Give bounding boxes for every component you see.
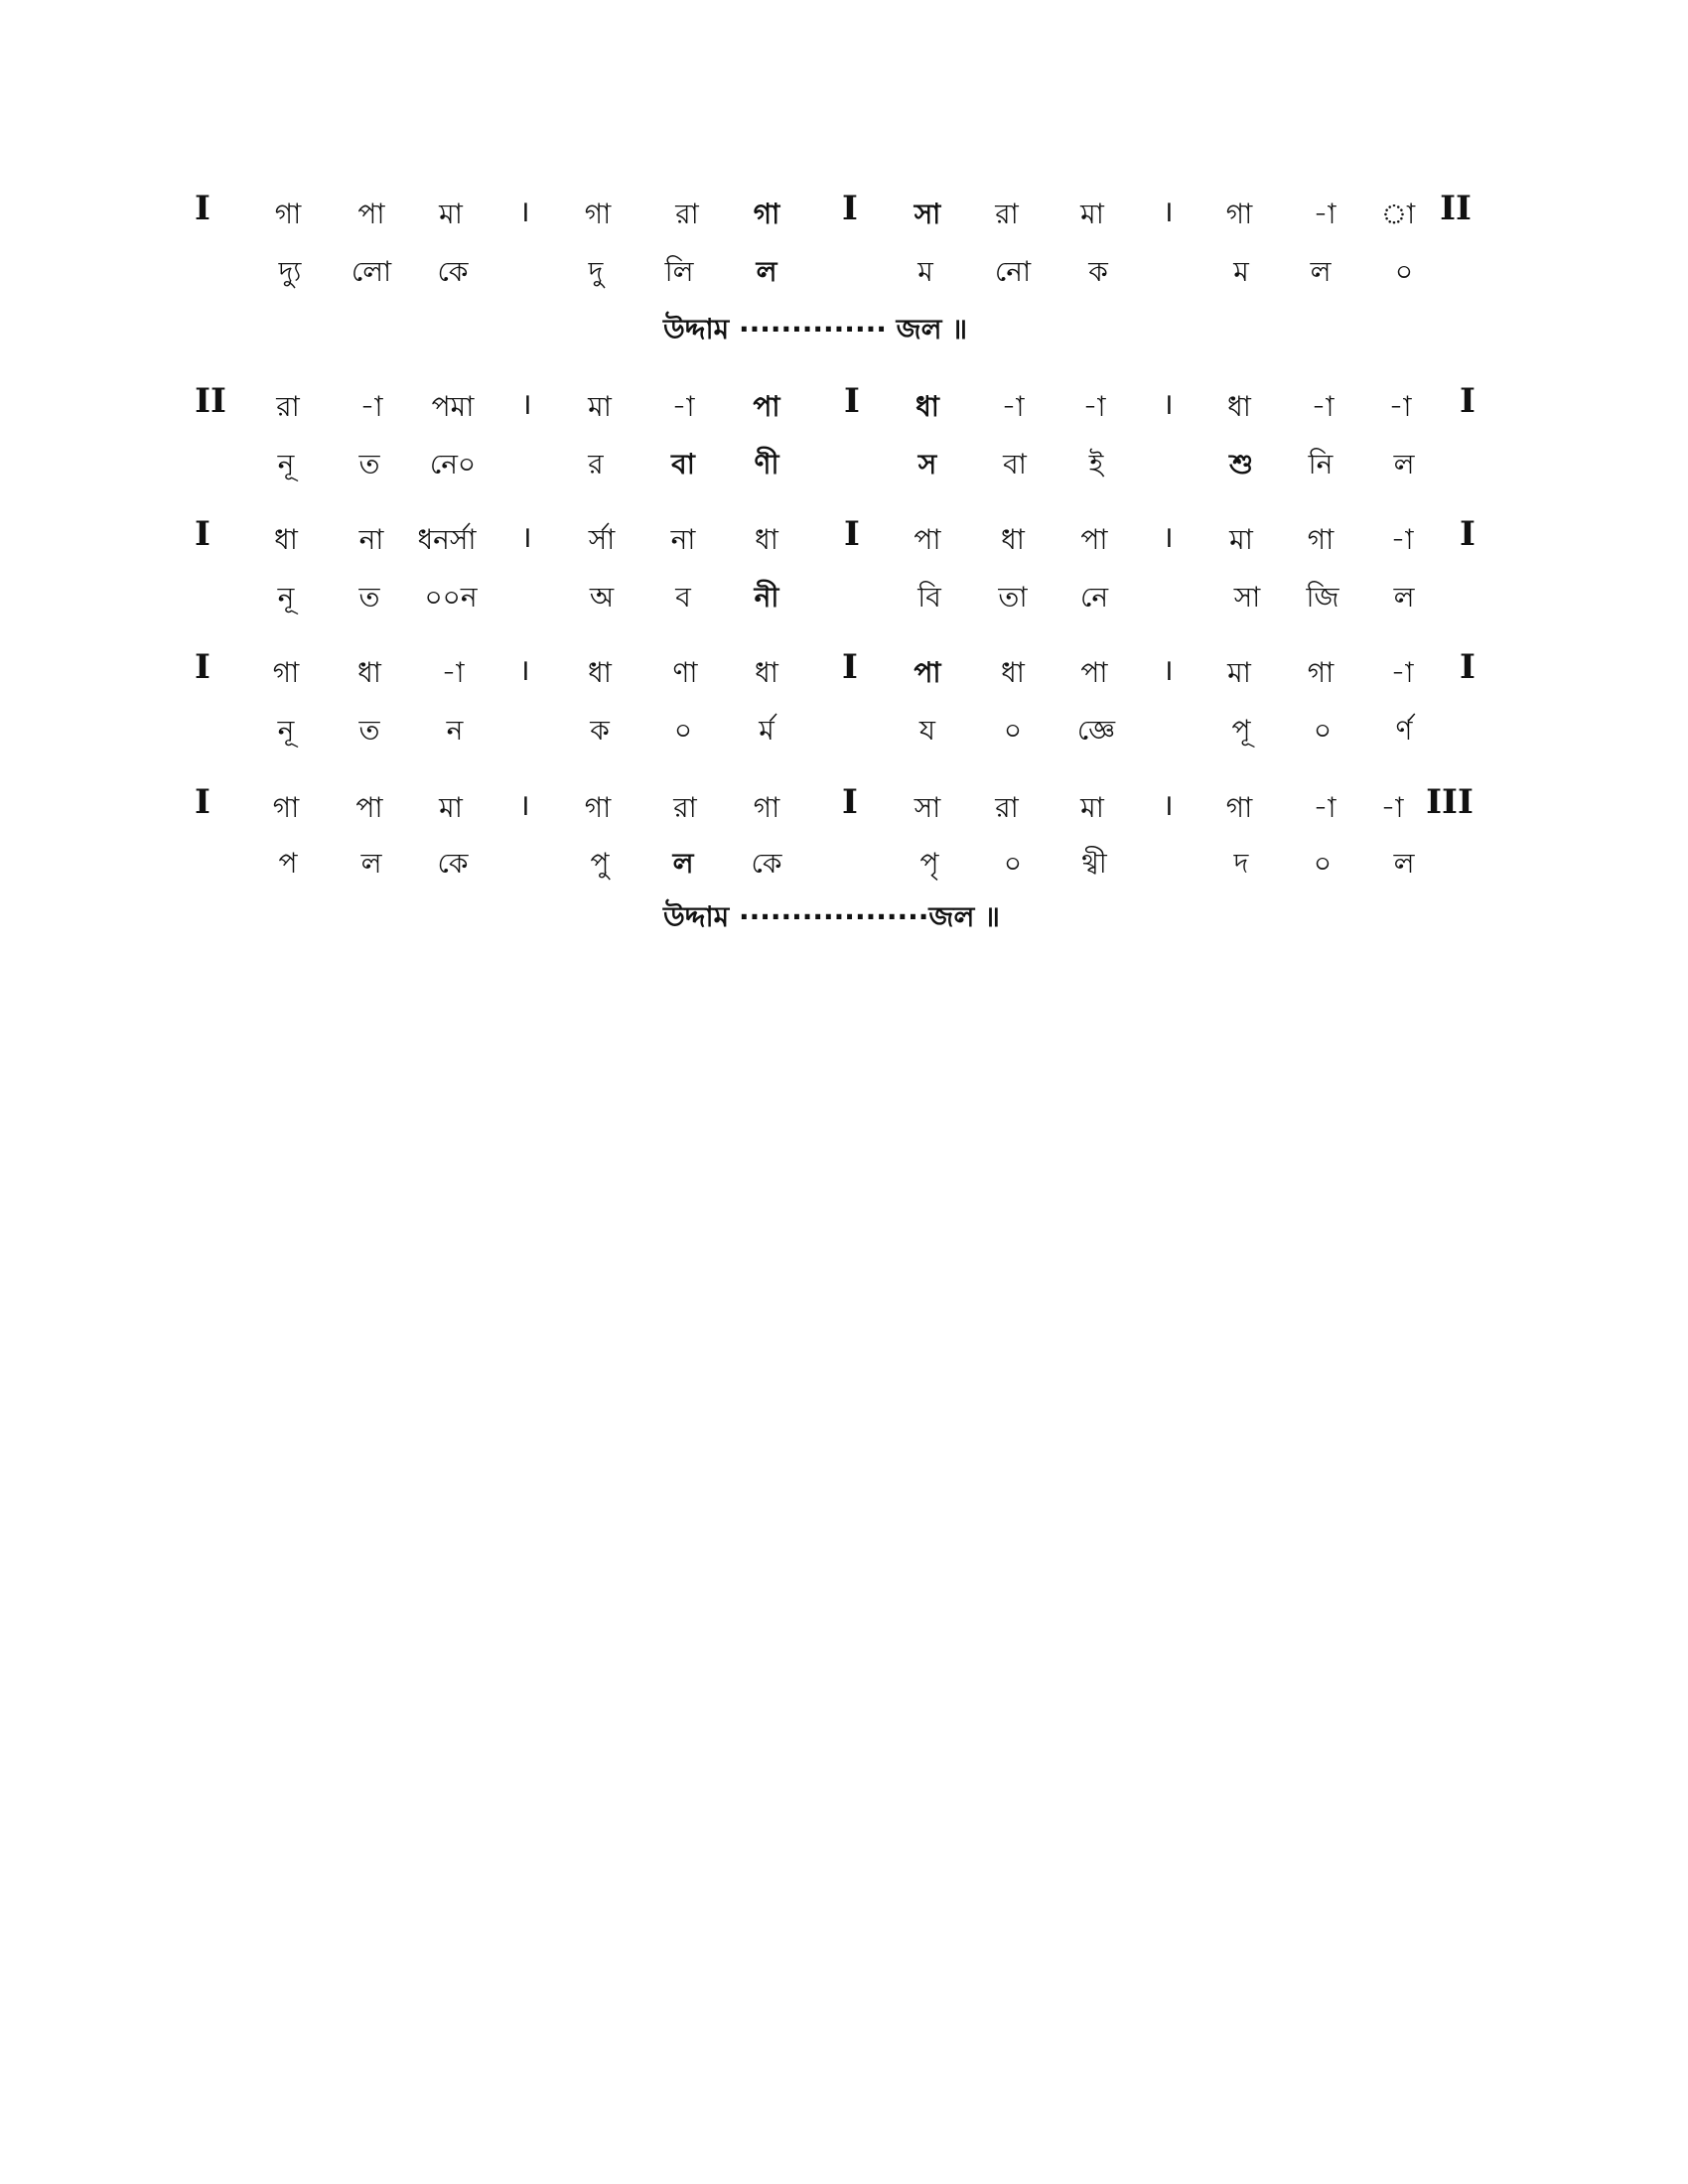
lyric-syllable: দ [1233, 847, 1249, 880]
note: ধনর্সা [417, 523, 477, 556]
note: -া [359, 390, 383, 423]
lyric-syllable: ল [756, 255, 777, 288]
note: রা [995, 198, 1019, 230]
bar-line: । [1162, 195, 1174, 229]
note: মা [1229, 523, 1253, 556]
lyric-syllable: ক [590, 714, 610, 747]
note: -া [1313, 791, 1336, 824]
lyric-syllable: থ্বী [1081, 847, 1107, 880]
note: ধা [755, 523, 778, 556]
note: া [1380, 198, 1416, 230]
lyric-syllable: ০ [1394, 255, 1414, 288]
note: পা [914, 656, 941, 689]
bar-line: II [1440, 189, 1472, 228]
note: গা [753, 198, 780, 230]
lyric-syllable: নূ [277, 714, 295, 747]
lyric-syllable: অ [589, 581, 615, 614]
note: রা [995, 791, 1019, 824]
note: পা [914, 523, 941, 556]
lyric-syllable: নি [1308, 448, 1334, 480]
note: গা [1307, 523, 1335, 556]
note: মা [1080, 791, 1104, 824]
note: গা [1307, 656, 1335, 689]
note: ধা [1001, 523, 1025, 556]
note: ধা [588, 656, 612, 689]
note: গা [272, 791, 300, 824]
note: র্সা [588, 523, 616, 556]
bar-line: I [195, 647, 211, 687]
lyric-syllable: কে [437, 255, 469, 288]
lyric-syllable: য [918, 714, 936, 747]
bar-line: । [518, 788, 530, 823]
lyric-syllable: নে০ [429, 448, 477, 480]
note: রা [675, 198, 699, 230]
note: মা [1227, 656, 1251, 689]
note: ধা [274, 523, 298, 556]
lyric-syllable: দ্যু [278, 255, 302, 288]
bar-line: III [1426, 782, 1474, 822]
lyric-syllable: শু [1228, 448, 1254, 480]
lyric-syllable: প [278, 847, 298, 880]
lyric-syllable: লো [351, 255, 392, 288]
lyric-syllable: ০ [1313, 847, 1333, 880]
note: গা [584, 791, 612, 824]
lyric-syllable: বা [1003, 448, 1027, 480]
note: গা [1225, 791, 1253, 824]
note: গা [274, 198, 302, 230]
bar-line: । [1162, 387, 1174, 422]
note: ধা [1227, 390, 1251, 423]
note: মা [439, 198, 463, 230]
lyric-syllable: ০ [1003, 847, 1023, 880]
note: মা [439, 791, 463, 824]
lyric-syllable: নূ [277, 448, 295, 480]
lyric-syllable: জ্ঞে [1076, 714, 1116, 747]
note: -া [1390, 523, 1414, 556]
lyric-syllable: ল [1310, 255, 1332, 288]
bar-line: I [842, 782, 858, 822]
note: ধা [357, 656, 381, 689]
lyric-syllable: কে [437, 847, 469, 880]
lyric-syllable: র্ণ [1395, 714, 1413, 747]
bar-line: । [1162, 653, 1174, 688]
lyric-syllable: নী [754, 581, 779, 614]
note: পা [355, 791, 383, 824]
note: -া [1390, 656, 1414, 689]
bar-line: । [1162, 788, 1174, 823]
lyric-syllable: সা [1233, 581, 1261, 614]
note: মা [1080, 198, 1104, 230]
note: সা [914, 791, 941, 824]
lyric-syllable: নে [1079, 581, 1109, 614]
bar-line: I [195, 189, 211, 228]
lyric-syllable: দু [588, 255, 604, 288]
note: পমা [431, 390, 475, 423]
bar-line: I [1460, 647, 1476, 687]
lyric-syllable: পৃ [919, 847, 939, 880]
note: -া [1313, 198, 1336, 230]
note: ধা [915, 390, 939, 423]
bar-line: I [1460, 514, 1476, 554]
note: সা [914, 198, 941, 230]
lyric-syllable: ত [358, 714, 380, 747]
lyric-syllable: ল [360, 847, 382, 880]
note: না [358, 523, 384, 556]
note: পা [357, 198, 385, 230]
lyric-syllable: নো [994, 255, 1032, 288]
lyric-syllable: ল [1393, 448, 1415, 480]
note: না [670, 523, 696, 556]
bar-line: I [842, 189, 858, 228]
lyric-syllable: ল [672, 847, 694, 880]
lyric-syllable: নূ [277, 581, 295, 614]
bar-line: । [518, 195, 530, 229]
note: পা [753, 390, 780, 423]
note: গা [584, 198, 612, 230]
bar-line: I [1460, 381, 1476, 421]
bar-line: । [518, 653, 530, 688]
bar-line: II [195, 381, 226, 421]
note: পা [1080, 656, 1108, 689]
refrain-reference: উদ্দাম ··················জল ॥ [663, 900, 1000, 933]
lyric-syllable: পূ [1231, 714, 1251, 747]
note: -া [1082, 390, 1106, 423]
lyric-syllable: ক [1088, 255, 1108, 288]
bar-line: । [1162, 520, 1174, 555]
bar-line: I [195, 782, 211, 822]
lyric-syllable: র [588, 448, 604, 480]
note: গা [753, 791, 780, 824]
note: -া [671, 390, 695, 423]
lyric-syllable: বি [917, 581, 941, 614]
note: রা [276, 390, 300, 423]
bar-line: I [842, 647, 858, 687]
lyric-syllable: ০০ন [424, 581, 478, 614]
lyric-syllable: ত [358, 581, 380, 614]
lyric-syllable: ই [1088, 448, 1104, 480]
lyric-syllable: ম [917, 255, 933, 288]
note: -া [1380, 791, 1404, 824]
lyric-syllable: বা [671, 448, 695, 480]
note: মা [588, 390, 612, 423]
note: -া [1001, 390, 1025, 423]
note: গা [272, 656, 300, 689]
note: ণা [672, 656, 698, 689]
bar-line: I [844, 381, 860, 421]
note: -া [1388, 390, 1412, 423]
note: -া [441, 656, 465, 689]
bar-line: I [844, 514, 860, 554]
lyric-syllable: ব [675, 581, 691, 614]
lyric-syllable: ত [358, 448, 380, 480]
bar-line: I [195, 514, 211, 554]
lyric-syllable: লি [664, 255, 694, 288]
refrain-reference: উদ্দাম ·············· জল ॥ [663, 313, 968, 345]
lyric-syllable: র্ম [759, 714, 774, 747]
lyric-syllable: ০ [1003, 714, 1023, 747]
lyric-syllable: ণী [754, 448, 779, 480]
lyric-syllable: পু [590, 847, 610, 880]
lyric-syllable: তা [998, 581, 1028, 614]
lyric-syllable: ০ [1313, 714, 1333, 747]
lyric-syllable: ন [446, 714, 464, 747]
lyric-syllable: ল [1393, 847, 1415, 880]
lyric-syllable: ০ [673, 714, 693, 747]
lyric-syllable: ম [1233, 255, 1249, 288]
bar-line: । [520, 387, 532, 422]
lyric-syllable: কে [751, 847, 782, 880]
lyric-syllable: জি [1306, 581, 1339, 614]
note: ধা [1001, 656, 1025, 689]
note: -া [1311, 390, 1335, 423]
lyric-syllable: ল [1393, 581, 1415, 614]
lyric-syllable: স [917, 448, 937, 480]
note: রা [673, 791, 697, 824]
note: পা [1080, 523, 1108, 556]
note: গা [1225, 198, 1253, 230]
bar-line: । [520, 520, 532, 555]
note: ধা [755, 656, 778, 689]
